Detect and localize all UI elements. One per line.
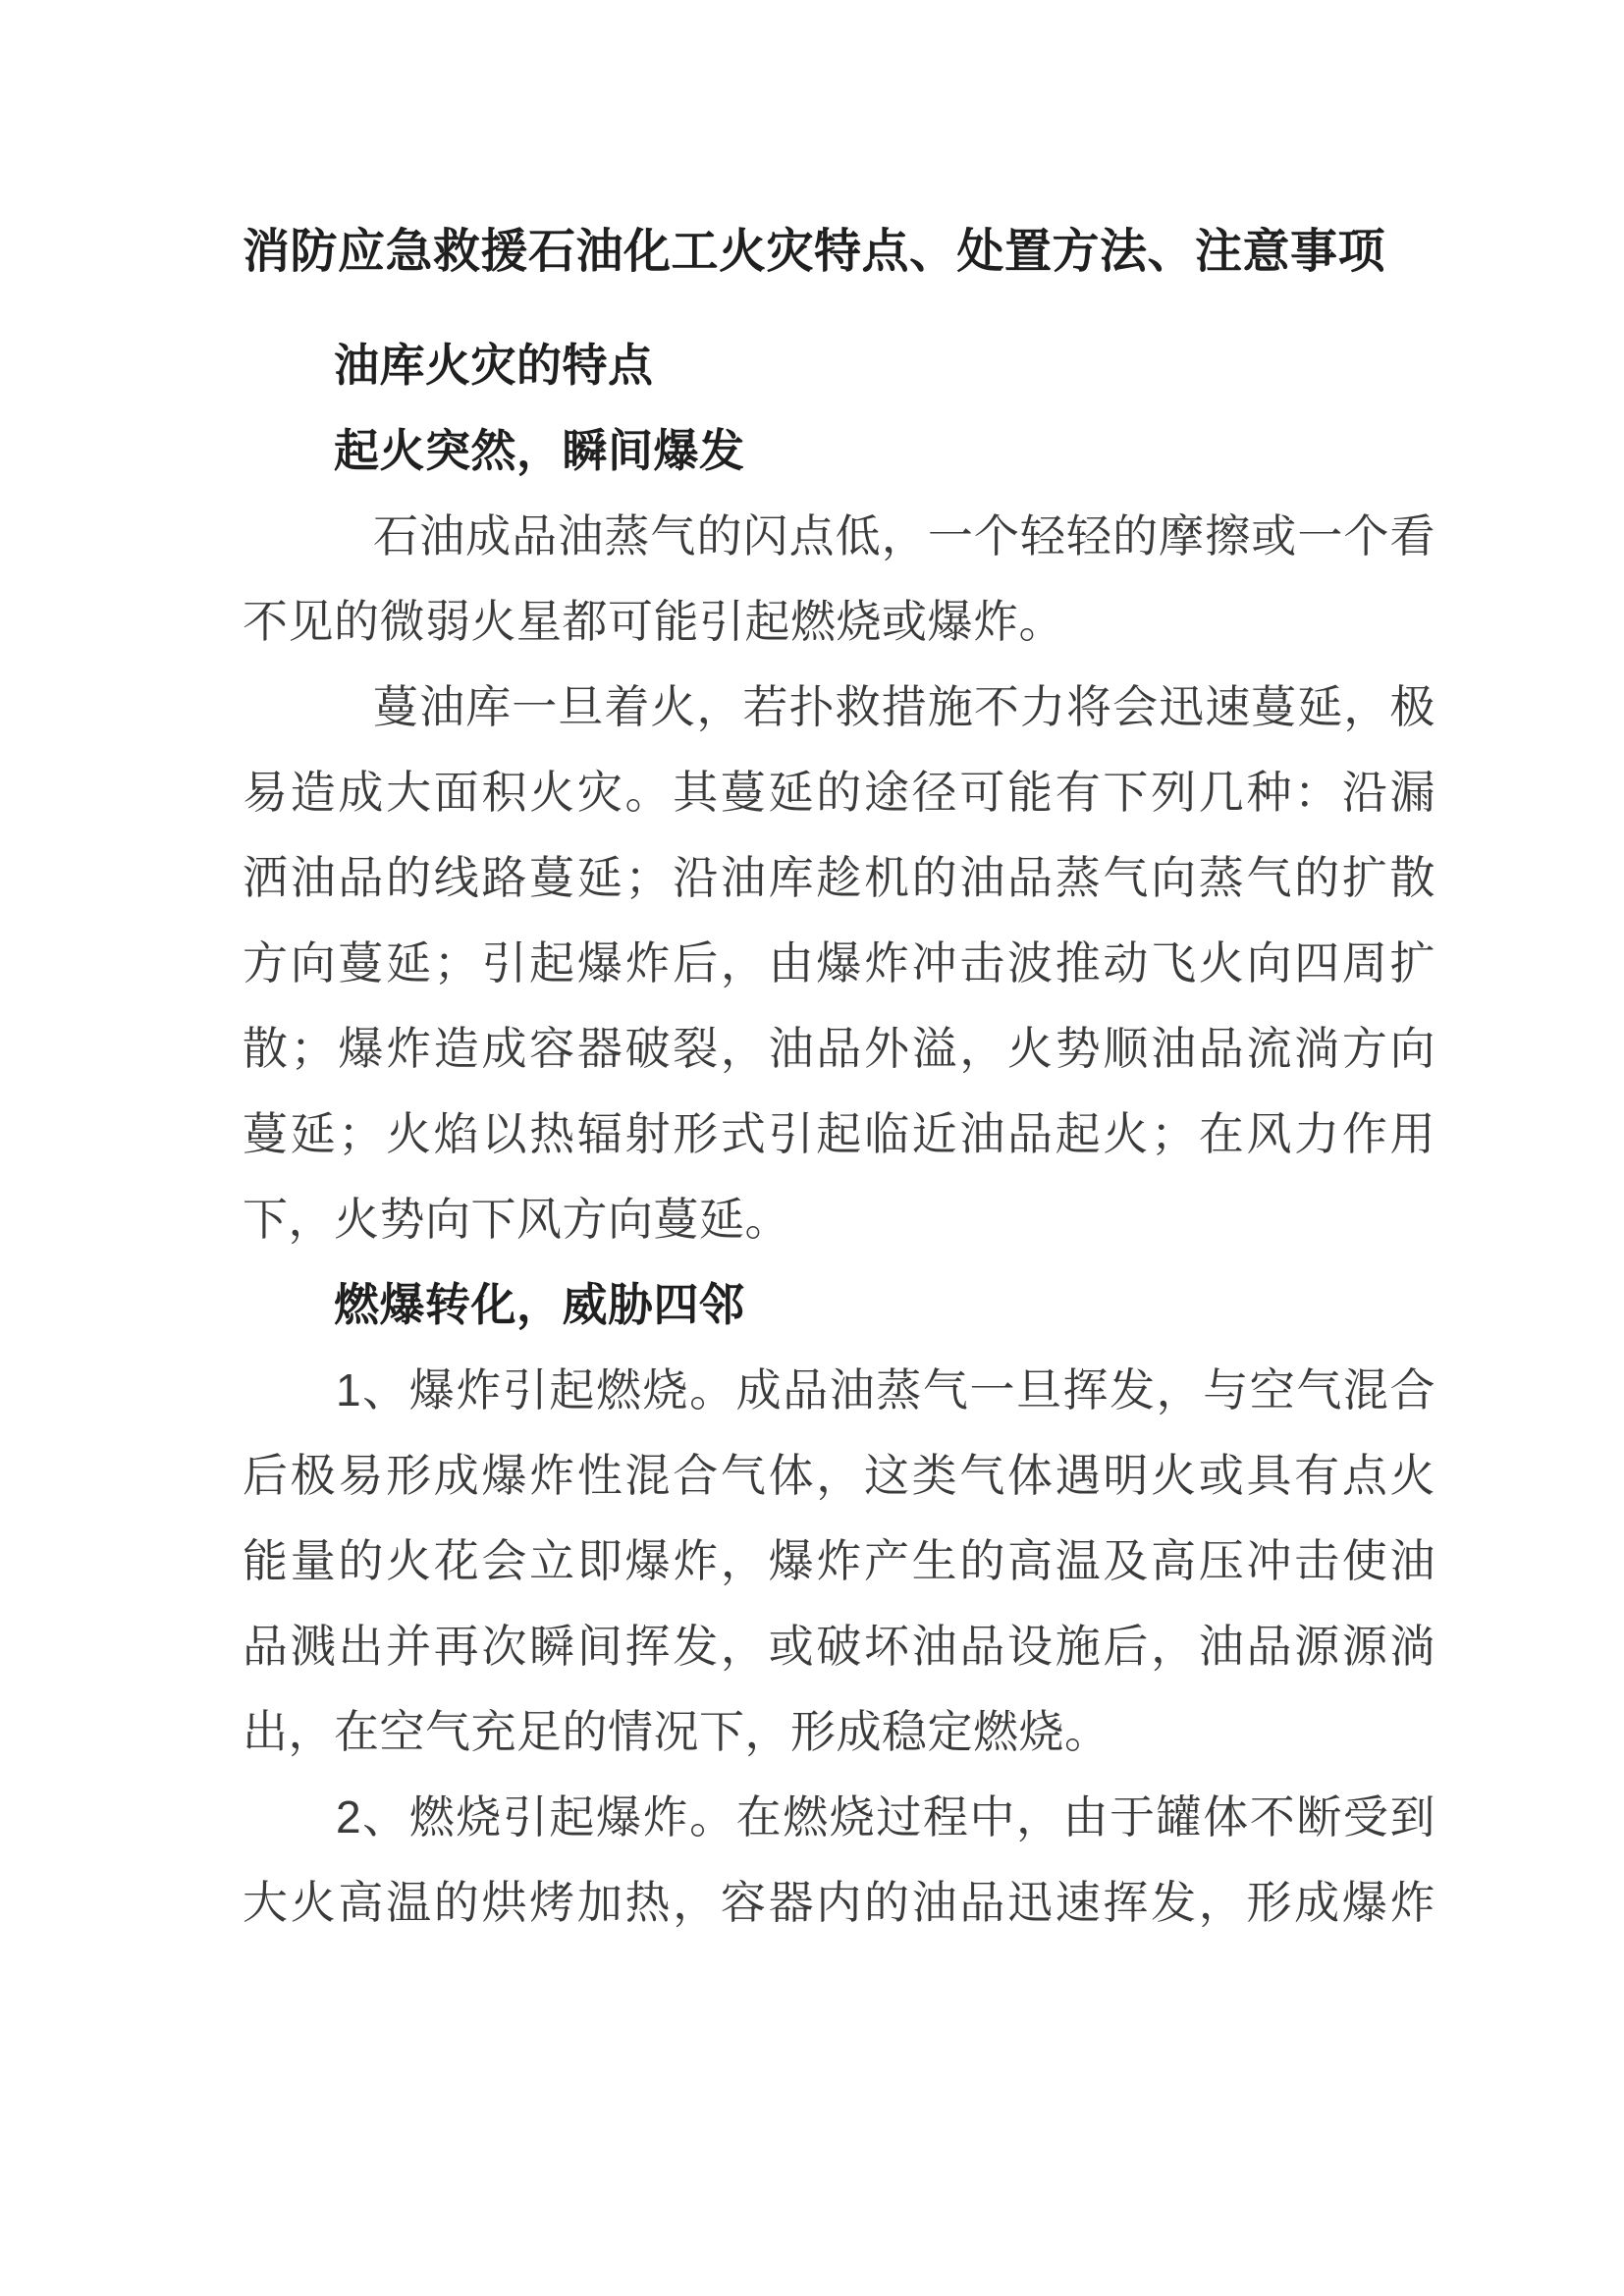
paragraph-line: 不见的微弱火星都可能引起燃烧或爆炸。 [243, 596, 1064, 647]
document-title: 消防应急救援石油化工火灾特点、处置方法、注意事项 [243, 226, 1386, 278]
paragraph-line: 出，在空气充足的情况下，形成稳定燃烧。 [243, 1706, 1110, 1757]
document-content [243, 209, 1435, 1946]
heading-sudden-ignition-instant-explosion: 起火突然，瞬间爆发 [334, 425, 745, 476]
paragraph-line: 后极易形成爆炸性混合气体，这类气体遇明火或具有点火 [243, 1450, 1435, 1501]
paragraph-line: 能量的火花会立即爆炸，爆炸产生的高温及高压冲击使油 [243, 1535, 1435, 1586]
paragraph-line: 1、爆炸引起燃烧。成品油蒸气一旦挥发，与空气混合 [336, 1364, 1435, 1415]
paragraph-line: 洒油品的线路蔓延；沿油库趁机的油品蒸气向蒸气的扩散 [243, 852, 1435, 903]
paragraph-line: 蔓油库一旦着火，若扑救措施不力将会迅速蔓延，极 [373, 681, 1435, 732]
paragraph-line: 下，火势向下风方向蔓延。 [243, 1194, 790, 1245]
paragraph-line: 品溅出并再次瞬间挥发，或破坏油品设施后，油品源源淌 [243, 1621, 1435, 1672]
paragraph-line: 大火高温的烘烤加热，容器内的油品迅速挥发，形成爆炸 [243, 1877, 1435, 1928]
heading-combustion-explosion-conversion: 燃爆转化，威胁四邻 [334, 1279, 745, 1330]
paragraph-line: 2、燃烧引起爆炸。在燃烧过程中，由于罐体不断受到 [336, 1791, 1435, 1842]
paragraph-line: 石油成品油蒸气的闪点低，一个轻轻的摩擦或一个看 [373, 510, 1435, 561]
paragraph-line: 散；爆炸造成容器破裂，油品外溢，火势顺油品流淌方向 [243, 1023, 1435, 1074]
paragraph-line: 方向蔓延；引起爆炸后，由爆炸冲击波推动飞火向四周扩 [243, 937, 1435, 988]
paragraph-line: 蔓延；火焰以热辐射形式引起临近油品起火；在风力作用 [243, 1108, 1435, 1159]
heading-oil-depot-fire-characteristics: 油库火灾的特点 [334, 340, 654, 391]
paragraph-line: 易造成大面积火灾。其蔓延的途径可能有下列几种：沿漏 [243, 767, 1435, 818]
